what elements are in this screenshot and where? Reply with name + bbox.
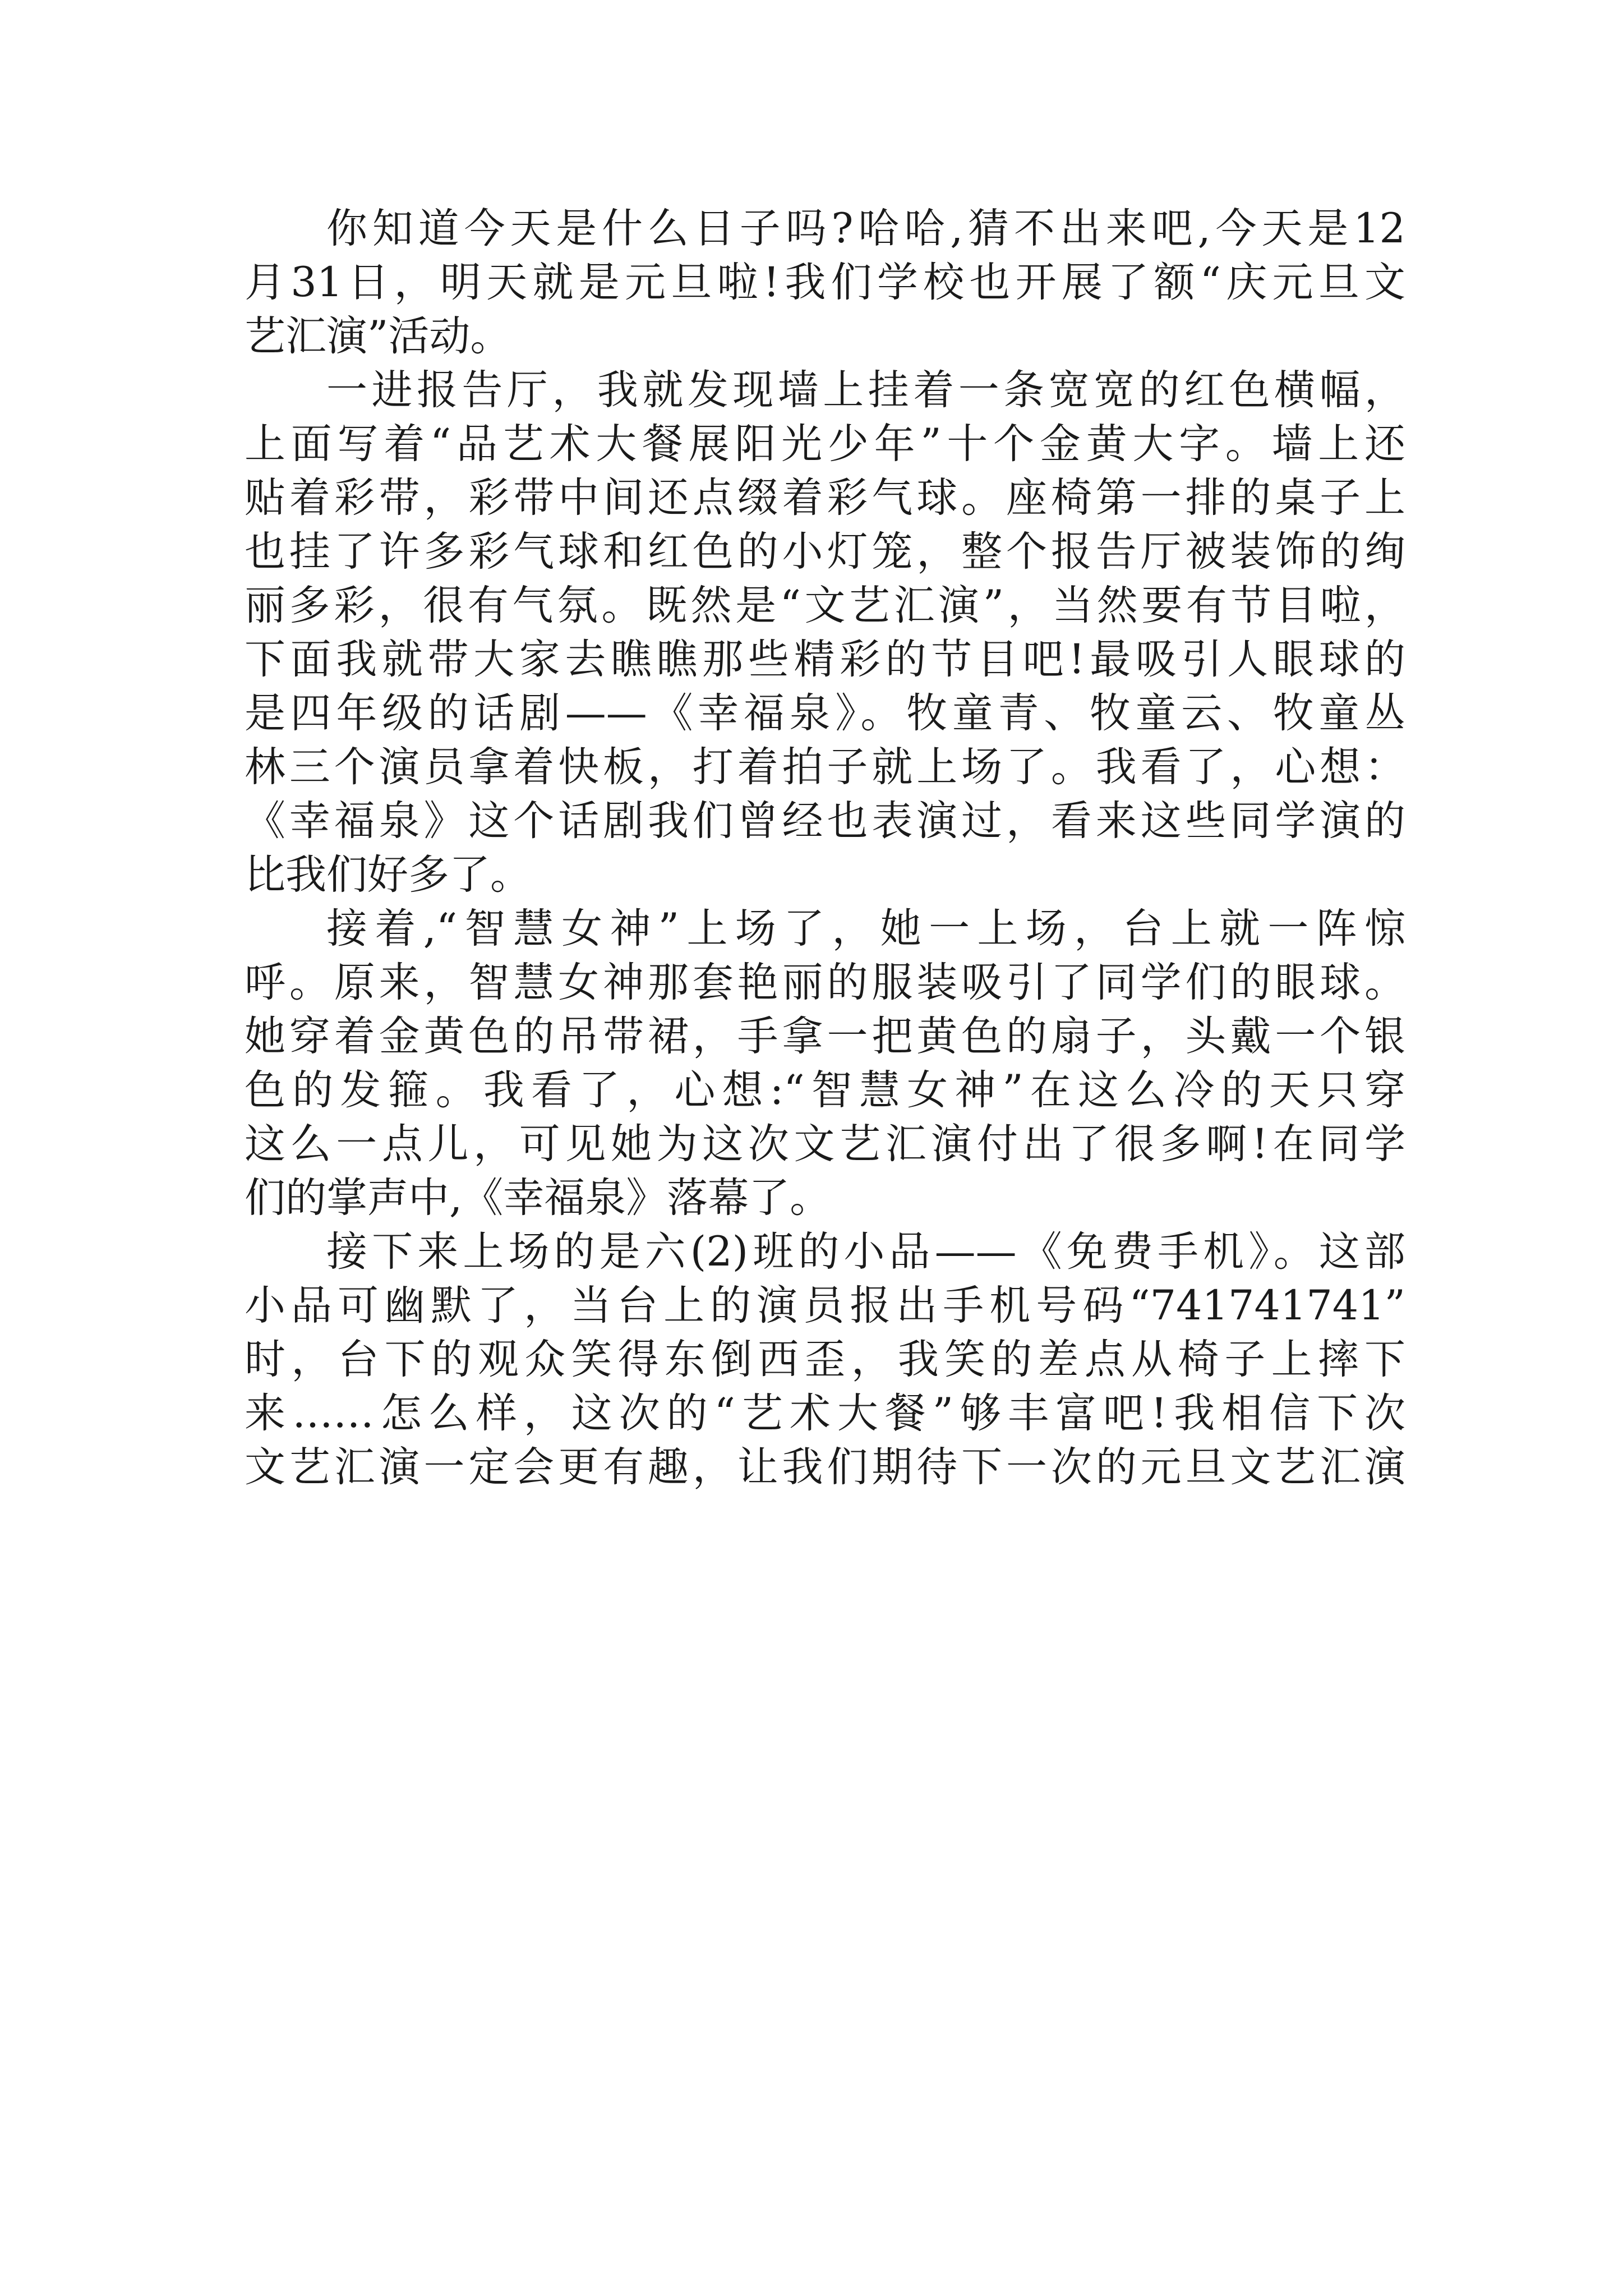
paragraph-line: 你知道今天是什么日子吗?哈哈,猜不出来吧,今天是12: [326, 205, 1405, 252]
paragraph-line: 小品可幽默了，当台上的演员报出手机号码“741741741”: [245, 1282, 1405, 1329]
paragraph-line: 丽多彩，很有气氛。既然是“文艺汇演”，当然要有节目啦，: [245, 582, 1405, 629]
paragraph-line: 文艺汇演一定会更有趣，让我们期待下一次的元旦文艺汇演: [245, 1443, 1405, 1491]
paragraph-line: 《幸福泉》这个话剧我们曾经也表演过，看来这些同学演的: [245, 797, 1405, 845]
document-body: [245, 202, 1405, 1494]
paragraph-line: 时，台下的观众笑得东倒西歪，我笑的差点从椅子上摔下: [245, 1336, 1405, 1383]
paragraph-line: 艺汇演”活动。: [245, 312, 511, 360]
paragraph-line: 一进报告厅，我就发现墙上挂着一条宽宽的红色横幅，: [326, 366, 1405, 414]
paragraph-line: 来……怎么样，这次的“艺术大餐”够丰富吧!我相信下次: [245, 1389, 1405, 1437]
paragraph-line: 们的掌声中,《幸福泉》落幕了。: [245, 1174, 831, 1222]
paragraph-line: 比我们好多了。: [245, 851, 531, 899]
paragraph-line: 也挂了许多彩气球和红色的小灯笼，整个报告厅被装饰的绚: [245, 528, 1405, 576]
paragraph-line: 接下来上场的是六(2)班的小品——《免费手机》。这部: [326, 1228, 1405, 1276]
paragraph-line: 这么一点儿，可见她为这次文艺汇演付出了很多啊!在同学: [245, 1120, 1405, 1168]
paragraph-line: 林三个演员拿着快板，打着拍子就上场了。我看了，心想：: [245, 743, 1405, 791]
paragraph-line: 呼。原来，智慧女神那套艳丽的服装吸引了同学们的眼球。: [245, 959, 1405, 1006]
paragraph-line: 月31日，明天就是元旦啦!我们学校也开展了额“庆元旦文: [245, 259, 1405, 306]
paragraph-line: 上面写着“品艺术大餐展阳光少年”十个金黄大字。墙上还: [245, 420, 1405, 468]
paragraph-line: 贴着彩带，彩带中间还点缀着彩气球。座椅第一排的桌子上: [245, 474, 1405, 522]
paragraph-line: 接着,“智慧女神”上场了，她一上场，台上就一阵惊: [326, 905, 1405, 953]
paragraph-line: 色的发箍。我看了，心想:“智慧女神”在这么冷的天只穿: [245, 1066, 1405, 1114]
paragraph-line: 下面我就带大家去瞧瞧那些精彩的节目吧!最吸引人眼球的: [245, 636, 1405, 683]
paragraph-line: 她穿着金黄色的吊带裙，手拿一把黄色的扇子，头戴一个银: [245, 1013, 1405, 1060]
paragraph-line: 是四年级的话剧——《幸福泉》。牧童青、牧童云、牧童丛: [245, 689, 1405, 737]
